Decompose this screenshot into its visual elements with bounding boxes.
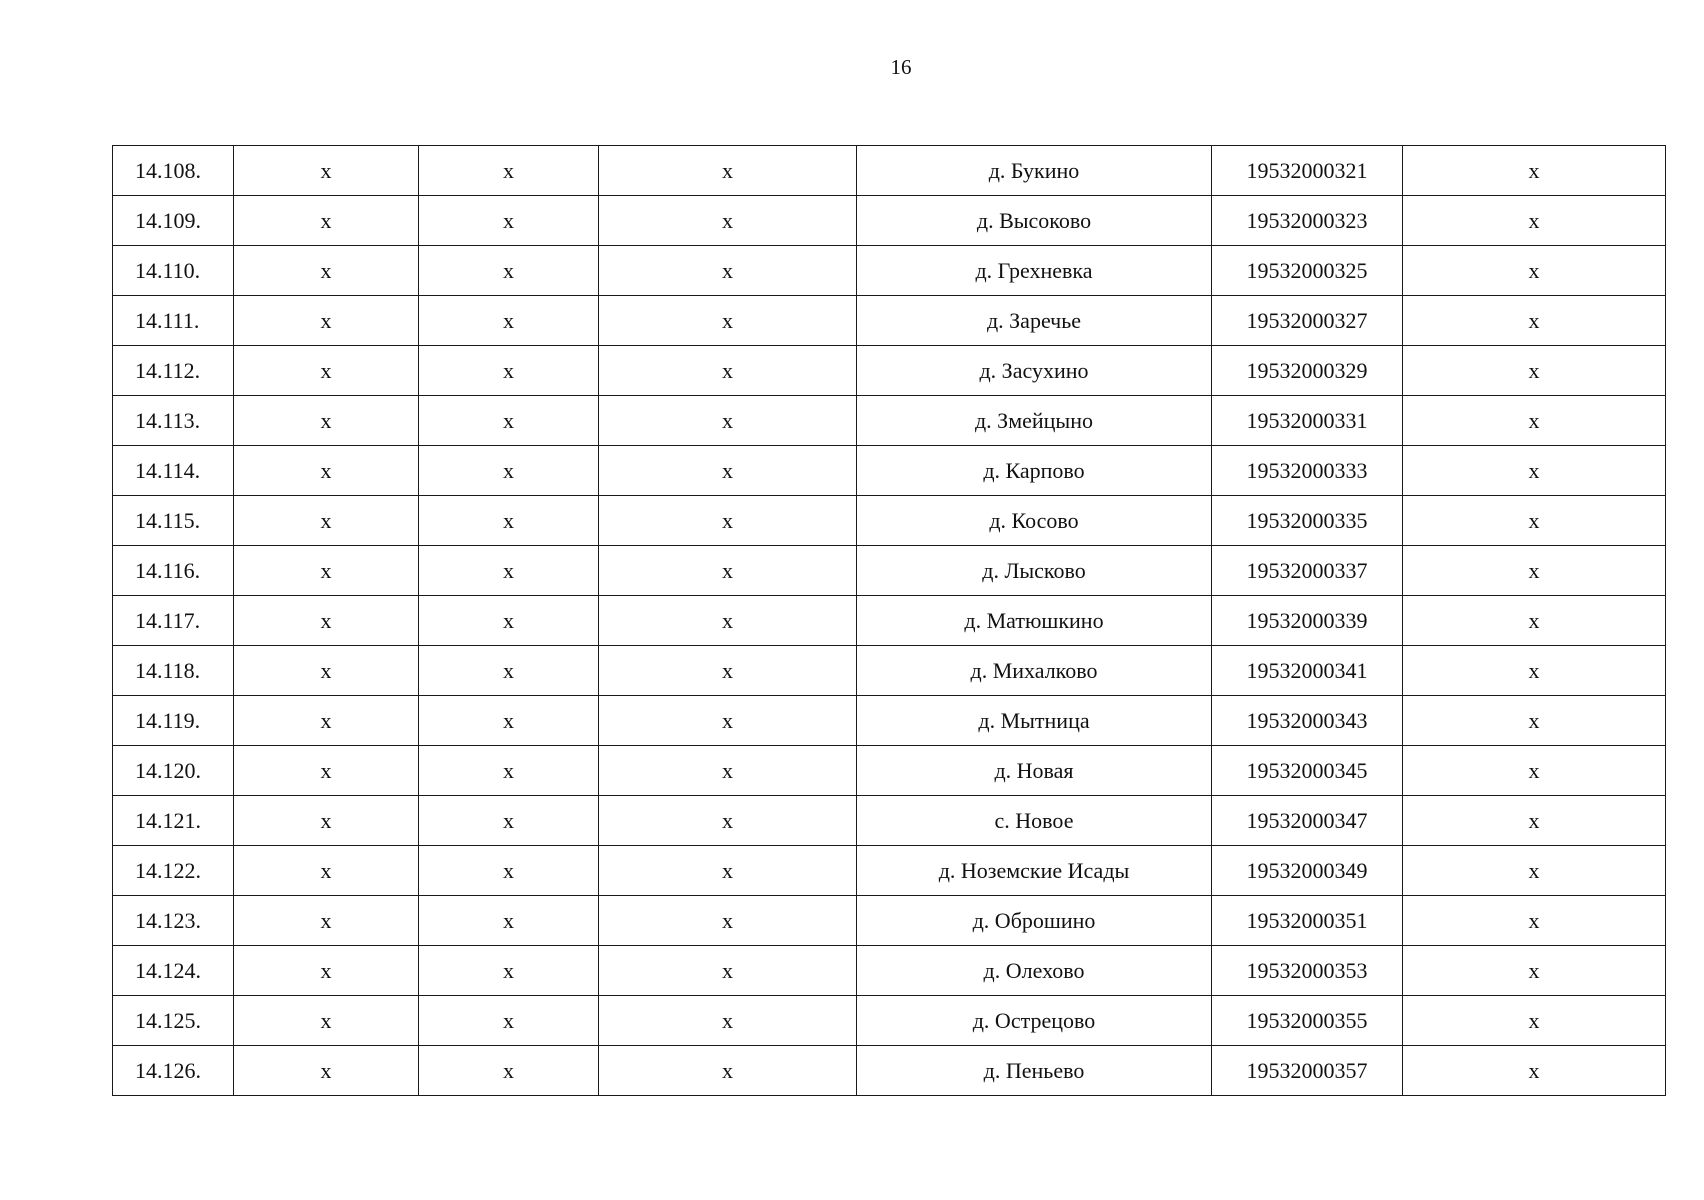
settlement-name-cell: д. Грехневка [857, 246, 1212, 296]
settlement-name-cell: с. Новое [857, 796, 1212, 846]
x-mark-cell: х [1403, 746, 1666, 796]
oktmo-code-cell: 19532000321 [1212, 146, 1403, 196]
x-mark-cell: х [234, 696, 419, 746]
x-mark-cell: х [234, 246, 419, 296]
x-mark-cell: х [1403, 146, 1666, 196]
row-number-cell: 14.126. [113, 1046, 234, 1096]
x-mark-cell: х [1403, 446, 1666, 496]
x-mark-cell: х [419, 1046, 599, 1096]
x-mark-cell: х [599, 646, 857, 696]
x-mark-cell: х [599, 546, 857, 596]
x-mark-cell: х [234, 596, 419, 646]
table-row [113, 646, 1666, 696]
row-number-cell: 14.120. [113, 746, 234, 796]
row-number-cell: 14.118. [113, 646, 234, 696]
page-number: 16 [890, 55, 912, 79]
oktmo-code-cell: 19532000353 [1212, 946, 1403, 996]
oktmo-code-cell: 19532000357 [1212, 1046, 1403, 1096]
x-mark-cell: х [599, 946, 857, 996]
settlement-name-cell: д. Михалково [857, 646, 1212, 696]
x-mark-cell: х [1403, 396, 1666, 446]
x-mark-cell: х [1403, 696, 1666, 746]
x-mark-cell: х [1403, 946, 1666, 996]
table-row [113, 696, 1666, 746]
table-row [113, 846, 1666, 896]
x-mark-cell: х [599, 246, 857, 296]
table-row [113, 546, 1666, 596]
table-row [113, 246, 1666, 296]
x-mark-cell: х [234, 496, 419, 546]
x-mark-cell: х [234, 1046, 419, 1096]
x-mark-cell: х [599, 696, 857, 746]
x-mark-cell: х [419, 346, 599, 396]
row-number-cell: 14.124. [113, 946, 234, 996]
settlement-name-cell: д. Лысково [857, 546, 1212, 596]
x-mark-cell: х [419, 446, 599, 496]
oktmo-code-cell: 19532000355 [1212, 996, 1403, 1046]
x-mark-cell: х [1403, 896, 1666, 946]
x-mark-cell: х [599, 146, 857, 196]
x-mark-cell: х [234, 346, 419, 396]
table-row [113, 896, 1666, 946]
x-mark-cell: х [234, 196, 419, 246]
settlement-name-cell: д. Олехово [857, 946, 1212, 996]
oktmo-code-cell: 19532000335 [1212, 496, 1403, 546]
x-mark-cell: х [234, 396, 419, 446]
table-row [113, 446, 1666, 496]
settlement-name-cell: д. Матюшкино [857, 596, 1212, 646]
registry-table [112, 145, 1666, 1096]
x-mark-cell: х [1403, 1046, 1666, 1096]
oktmo-code-cell: 19532000331 [1212, 396, 1403, 446]
oktmo-code-cell: 19532000345 [1212, 746, 1403, 796]
x-mark-cell: х [1403, 246, 1666, 296]
x-mark-cell: х [1403, 346, 1666, 396]
row-number-cell: 14.115. [113, 496, 234, 546]
x-mark-cell: х [234, 746, 419, 796]
x-mark-cell: х [419, 196, 599, 246]
x-mark-cell: х [419, 396, 599, 446]
x-mark-cell: х [1403, 496, 1666, 546]
row-number-cell: 14.113. [113, 396, 234, 446]
x-mark-cell: х [419, 746, 599, 796]
x-mark-cell: х [599, 496, 857, 546]
row-number-cell: 14.122. [113, 846, 234, 896]
x-mark-cell: х [1403, 846, 1666, 896]
x-mark-cell: х [234, 896, 419, 946]
settlement-name-cell: д. Оброшино [857, 896, 1212, 946]
oktmo-code-cell: 19532000349 [1212, 846, 1403, 896]
settlement-name-cell: д. Мытница [857, 696, 1212, 746]
table-row [113, 296, 1666, 346]
x-mark-cell: х [234, 946, 419, 996]
x-mark-cell: х [1403, 596, 1666, 646]
settlement-name-cell: д. Острецово [857, 996, 1212, 1046]
row-number-cell: 14.121. [113, 796, 234, 846]
x-mark-cell: х [1403, 296, 1666, 346]
x-mark-cell: х [234, 796, 419, 846]
table-row [113, 996, 1666, 1046]
table-row [113, 946, 1666, 996]
x-mark-cell: х [419, 546, 599, 596]
oktmo-code-cell: 19532000351 [1212, 896, 1403, 946]
x-mark-cell: х [599, 296, 857, 346]
settlement-name-cell: д. Змейцыно [857, 396, 1212, 446]
x-mark-cell: х [599, 196, 857, 246]
x-mark-cell: х [419, 646, 599, 696]
x-mark-cell: х [599, 746, 857, 796]
x-mark-cell: х [234, 646, 419, 696]
table-row [113, 346, 1666, 396]
table-row [113, 396, 1666, 446]
x-mark-cell: х [599, 996, 857, 1046]
table-row [113, 1046, 1666, 1096]
row-number-cell: 14.116. [113, 546, 234, 596]
table-row [113, 596, 1666, 646]
x-mark-cell: х [419, 146, 599, 196]
x-mark-cell: х [419, 296, 599, 346]
row-number-cell: 14.109. [113, 196, 234, 246]
x-mark-cell: х [599, 396, 857, 446]
settlement-name-cell: д. Пеньево [857, 1046, 1212, 1096]
x-mark-cell: х [599, 346, 857, 396]
row-number-cell: 14.125. [113, 996, 234, 1046]
x-mark-cell: х [234, 546, 419, 596]
oktmo-code-cell: 19532000339 [1212, 596, 1403, 646]
x-mark-cell: х [419, 896, 599, 946]
oktmo-code-cell: 19532000343 [1212, 696, 1403, 746]
x-mark-cell: х [419, 796, 599, 846]
x-mark-cell: х [599, 896, 857, 946]
row-number-cell: 14.111. [113, 296, 234, 346]
table-row [113, 496, 1666, 546]
oktmo-code-cell: 19532000325 [1212, 246, 1403, 296]
x-mark-cell: х [419, 946, 599, 996]
x-mark-cell: х [419, 846, 599, 896]
x-mark-cell: х [1403, 546, 1666, 596]
x-mark-cell: х [599, 796, 857, 846]
x-mark-cell: х [1403, 796, 1666, 846]
row-number-cell: 14.119. [113, 696, 234, 746]
settlement-name-cell: д. Карпово [857, 446, 1212, 496]
x-mark-cell: х [1403, 646, 1666, 696]
row-number-cell: 14.112. [113, 346, 234, 396]
table-row [113, 796, 1666, 846]
oktmo-code-cell: 19532000337 [1212, 546, 1403, 596]
x-mark-cell: х [419, 696, 599, 746]
table-row [113, 746, 1666, 796]
x-mark-cell: х [599, 596, 857, 646]
x-mark-cell: х [234, 996, 419, 1046]
settlement-name-cell: д. Высоково [857, 196, 1212, 246]
row-number-cell: 14.117. [113, 596, 234, 646]
x-mark-cell: х [419, 246, 599, 296]
oktmo-code-cell: 19532000323 [1212, 196, 1403, 246]
x-mark-cell: х [599, 846, 857, 896]
settlement-name-cell: д. Букино [857, 146, 1212, 196]
table-row [113, 196, 1666, 246]
oktmo-code-cell: 19532000329 [1212, 346, 1403, 396]
row-number-cell: 14.114. [113, 446, 234, 496]
x-mark-cell: х [1403, 996, 1666, 1046]
oktmo-code-cell: 19532000327 [1212, 296, 1403, 346]
row-number-cell: 14.110. [113, 246, 234, 296]
settlement-name-cell: д. Засухино [857, 346, 1212, 396]
oktmo-code-cell: 19532000341 [1212, 646, 1403, 696]
oktmo-code-cell: 19532000333 [1212, 446, 1403, 496]
x-mark-cell: х [419, 996, 599, 1046]
x-mark-cell: х [1403, 196, 1666, 246]
x-mark-cell: х [234, 146, 419, 196]
settlement-name-cell: д. Новая [857, 746, 1212, 796]
settlement-name-cell: д. Ноземские Исады [857, 846, 1212, 896]
settlement-name-cell: д. Заречье [857, 296, 1212, 346]
x-mark-cell: х [419, 496, 599, 546]
x-mark-cell: х [234, 446, 419, 496]
x-mark-cell: х [599, 446, 857, 496]
row-number-cell: 14.123. [113, 896, 234, 946]
x-mark-cell: х [234, 846, 419, 896]
x-mark-cell: х [234, 296, 419, 346]
x-mark-cell: х [419, 596, 599, 646]
table-body [113, 146, 1666, 1096]
x-mark-cell: х [599, 1046, 857, 1096]
settlement-name-cell: д. Косово [857, 496, 1212, 546]
row-number-cell: 14.108. [113, 146, 234, 196]
table-row [113, 146, 1666, 196]
oktmo-code-cell: 19532000347 [1212, 796, 1403, 846]
